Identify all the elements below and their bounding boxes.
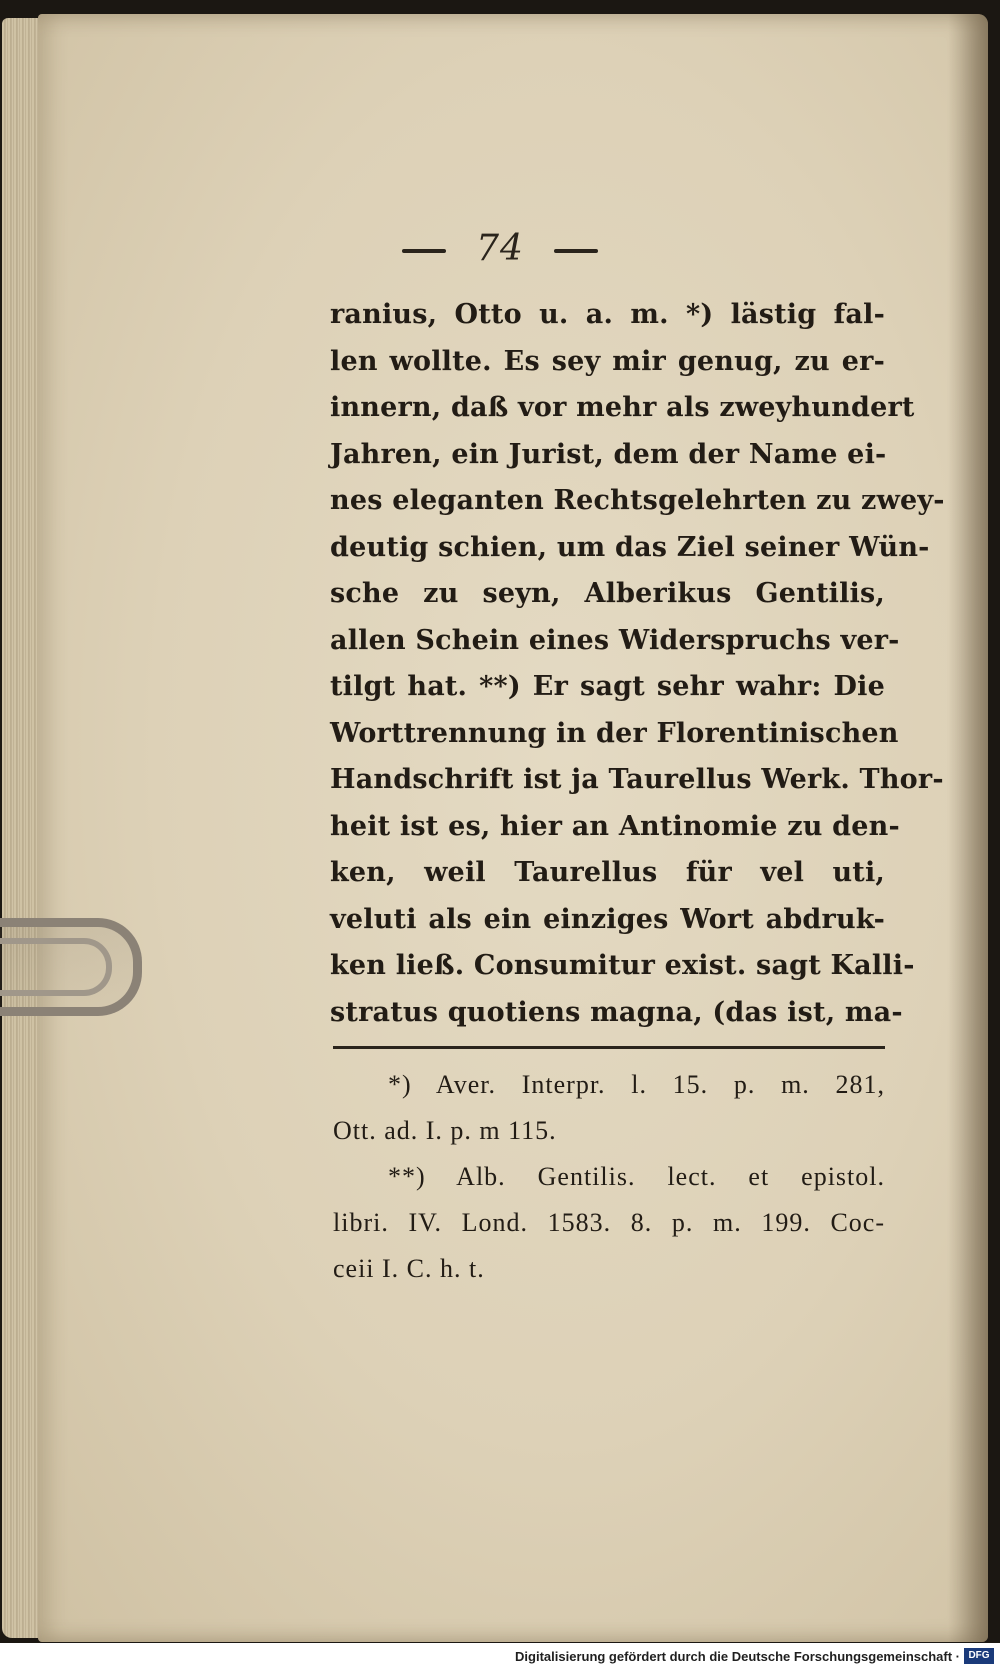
funding-credit: Digitalisierung gefördert durch die Deutsche Forschungsgemeinschaft · bbox=[515, 1649, 960, 1664]
footnote-line: *) Aver. Interpr. l. 15. p. m. 281, bbox=[388, 1070, 885, 1099]
page-number: 74 bbox=[476, 228, 524, 269]
text-line: Worttrennung in der Florentinischen bbox=[330, 717, 899, 749]
footnote-line: **) Alb. Gentilis. lect. et epistol. bbox=[388, 1162, 885, 1191]
header-dash-right bbox=[554, 249, 598, 253]
footnote-divider bbox=[333, 1046, 885, 1049]
footnote-line: libri. IV. Lond. 1583. 8. p. m. 199. Coc- bbox=[333, 1208, 885, 1237]
footnote-line: ceii I. C. h. t. bbox=[333, 1254, 485, 1283]
dfg-logo-icon: DFG bbox=[964, 1648, 994, 1664]
text-line: Jahren, ein Jurist, dem der Name ei- bbox=[330, 438, 887, 470]
header-dash-left bbox=[402, 249, 446, 253]
text-line: nes eleganten Rechtsgelehrten zu zwey- bbox=[330, 485, 945, 516]
text-line: innern, daß vor mehr als zweyhundert bbox=[330, 392, 915, 423]
page-number-header bbox=[0, 228, 1000, 269]
text-line: tilgt hat. **) Er sagt sehr wahr: Die bbox=[330, 671, 885, 702]
text-line: deutig schien, um das Ziel seiner Wün- bbox=[330, 531, 930, 563]
text-line: heit ist es, hier an Antinomie zu den- bbox=[330, 810, 900, 842]
text-line: Handschrift ist ja Taurellus Werk. Thor- bbox=[330, 764, 944, 795]
text-line: sche zu seyn, Alberikus Gentilis, bbox=[330, 578, 885, 609]
text-line: stratus quotiens magna, (das ist, ma- bbox=[330, 996, 903, 1028]
text-line: allen Schein eines Widerspruchs ver- bbox=[330, 624, 900, 656]
body-text bbox=[330, 292, 945, 1036]
digitization-footer bbox=[0, 1643, 1000, 1667]
text-line: ken ließ. Consumitur exist. sagt Kalli- bbox=[330, 950, 915, 981]
text-line: ken, weil Taurellus für vel uti, bbox=[330, 857, 885, 888]
bookmark-clip-inner bbox=[0, 938, 112, 996]
text-line: veluti als ein einziges Wort abdruk- bbox=[330, 903, 885, 935]
footnotes bbox=[333, 1062, 885, 1292]
text-line: len wollte. Es sey mir genug, zu er- bbox=[330, 345, 885, 377]
footnote-line: Ott. ad. I. p. m 115. bbox=[333, 1116, 557, 1145]
text-line: ranius, Otto u. a. m. *) lästig fal- bbox=[330, 299, 885, 330]
